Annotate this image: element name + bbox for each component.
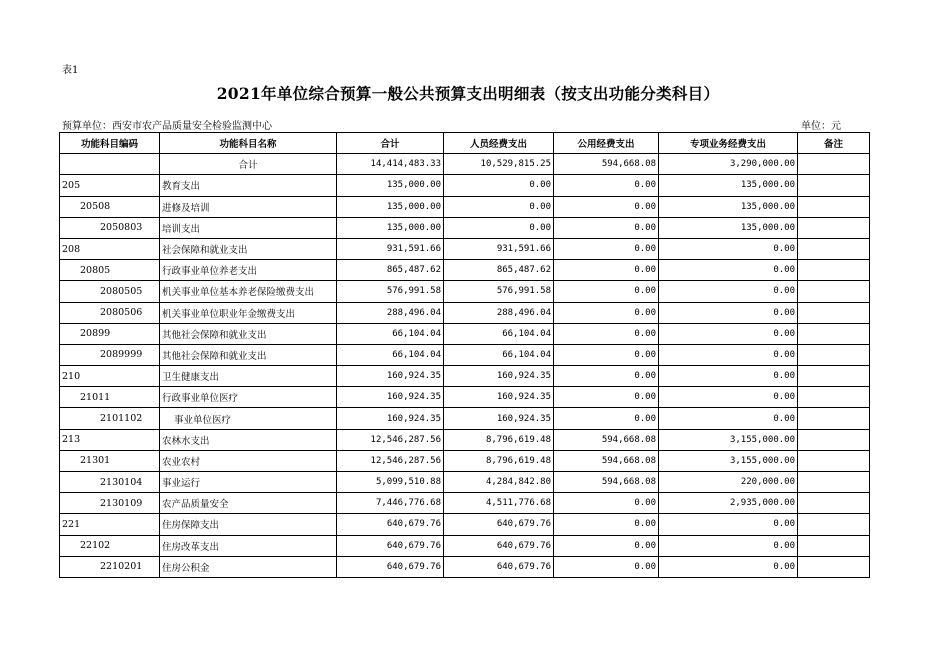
- name-cell: 进修及培训: [160, 196, 337, 217]
- public-cell: 0.00: [554, 344, 659, 365]
- name-cell: 培训支出: [160, 217, 337, 238]
- personnel-cell: 640,679.76: [444, 514, 554, 535]
- table-row: [60, 429, 870, 450]
- special-cell: 0.00: [659, 408, 798, 429]
- name-cell: 住房改革支出: [160, 535, 337, 556]
- special-cell: 0.00: [659, 387, 798, 408]
- personnel-cell: 66,104.04: [444, 323, 554, 344]
- personnel-cell: 865,487.62: [444, 260, 554, 281]
- total-cell: 7,446,776.68: [337, 493, 444, 514]
- special-cell: 0.00: [659, 323, 798, 344]
- table-row: [60, 196, 870, 217]
- public-cell: 594,668.08: [554, 429, 659, 450]
- table-row: [60, 366, 870, 387]
- special-cell: 0.00: [659, 514, 798, 535]
- budget-unit-label: 预算单位：西安市农产品质量安全检验监测中心: [62, 121, 272, 132]
- public-cell: 0.00: [554, 281, 659, 302]
- table-row: [60, 387, 870, 408]
- total-cell: 5,099,510.88: [337, 472, 444, 493]
- note-cell: [798, 196, 870, 217]
- personnel-cell: 160,924.35: [444, 366, 554, 387]
- public-cell: 594,668.08: [554, 450, 659, 471]
- name-cell: 机关事业单位基本养老保险缴费支出: [160, 281, 337, 302]
- name-cell: 农林水支出: [160, 429, 337, 450]
- name-cell: 农产品质量安全: [160, 493, 337, 514]
- code-cell: 2089999: [60, 344, 160, 365]
- total-cell: 160,924.35: [337, 366, 444, 387]
- special-cell: 135,000.00: [659, 217, 798, 238]
- table-row: [60, 556, 870, 577]
- total-cell: 865,487.62: [337, 260, 444, 281]
- table-row: [60, 302, 870, 323]
- code-cell: 2210201: [60, 556, 160, 577]
- code-cell: 21301: [60, 450, 160, 471]
- personnel-cell: 66,104.04: [444, 344, 554, 365]
- public-cell: 0.00: [554, 514, 659, 535]
- total-cell: 12,546,287.56: [337, 429, 444, 450]
- total-note-cell: [798, 154, 870, 175]
- special-cell: 0.00: [659, 556, 798, 577]
- personnel-cell: 4,284,842.80: [444, 472, 554, 493]
- public-cell: 0.00: [554, 217, 659, 238]
- header-special: 专项业务经费支出: [659, 133, 798, 154]
- table-total-row: [60, 154, 870, 175]
- public-cell: 0.00: [554, 196, 659, 217]
- table-row: [60, 238, 870, 259]
- special-cell: 0.00: [659, 302, 798, 323]
- table-row: [60, 175, 870, 196]
- expenditure-table: [59, 132, 870, 578]
- code-cell: 213: [60, 429, 160, 450]
- name-cell: 教育支出: [160, 175, 337, 196]
- note-cell: [798, 535, 870, 556]
- table-row: [60, 535, 870, 556]
- total-cell: 640,679.76: [337, 514, 444, 535]
- header-personnel: 人员经费支出: [444, 133, 554, 154]
- name-cell: 其他社会保障和就业支出: [160, 323, 337, 344]
- note-cell: [798, 450, 870, 471]
- public-cell: 0.00: [554, 302, 659, 323]
- personnel-cell: 931,591.66: [444, 238, 554, 259]
- personnel-cell: 640,679.76: [444, 556, 554, 577]
- personnel-cell: 0.00: [444, 217, 554, 238]
- total-cell: 66,104.04: [337, 323, 444, 344]
- public-cell: 0.00: [554, 387, 659, 408]
- special-cell: 3,155,000.00: [659, 450, 798, 471]
- table-header-row: [60, 133, 870, 154]
- personnel-cell: 160,924.35: [444, 408, 554, 429]
- special-cell: 0.00: [659, 366, 798, 387]
- note-cell: [798, 344, 870, 365]
- personnel-cell: 4,511,776.68: [444, 493, 554, 514]
- table-number-label: 表1: [62, 65, 79, 76]
- total-cell: 288,496.04: [337, 302, 444, 323]
- special-cell: 0.00: [659, 344, 798, 365]
- name-cell: 农业农村: [160, 450, 337, 471]
- special-cell: 220,000.00: [659, 472, 798, 493]
- special-cell: 0.00: [659, 281, 798, 302]
- currency-unit-label: 单位：元: [801, 121, 841, 132]
- code-cell: 2130109: [60, 493, 160, 514]
- total-cell: 135,000.00: [337, 175, 444, 196]
- total-name-cell: 合计: [160, 154, 337, 175]
- note-cell: [798, 514, 870, 535]
- header-name: 功能科目名称: [160, 133, 337, 154]
- name-cell: 事业单位医疗: [160, 408, 337, 429]
- name-cell: 社会保障和就业支出: [160, 238, 337, 259]
- table-row: [60, 260, 870, 281]
- table-row: [60, 281, 870, 302]
- public-cell: 594,668.08: [554, 472, 659, 493]
- note-cell: [798, 429, 870, 450]
- total-cell: 66,104.04: [337, 344, 444, 365]
- note-cell: [798, 238, 870, 259]
- name-cell: 行政事业单位医疗: [160, 387, 337, 408]
- note-cell: [798, 366, 870, 387]
- total-personnel-cell: 10,529,815.25: [444, 154, 554, 175]
- total-total-cell: 14,414,483.33: [337, 154, 444, 175]
- name-cell: 机关事业单位职业年金缴费支出: [160, 302, 337, 323]
- note-cell: [798, 493, 870, 514]
- table-row: [60, 217, 870, 238]
- table-row: [60, 408, 870, 429]
- page-title: 2021年单位综合预算一般公共预算支出明细表（按支出功能分类科目）: [216, 84, 720, 103]
- personnel-cell: 640,679.76: [444, 535, 554, 556]
- personnel-cell: 576,991.58: [444, 281, 554, 302]
- personnel-cell: 288,496.04: [444, 302, 554, 323]
- table-row: [60, 323, 870, 344]
- total-cell: 640,679.76: [337, 535, 444, 556]
- table-row: [60, 450, 870, 471]
- public-cell: 0.00: [554, 366, 659, 387]
- special-cell: 3,155,000.00: [659, 429, 798, 450]
- special-cell: 0.00: [659, 260, 798, 281]
- code-cell: 208: [60, 238, 160, 259]
- special-cell: 0.00: [659, 238, 798, 259]
- code-cell: 210: [60, 366, 160, 387]
- personnel-cell: 160,924.35: [444, 387, 554, 408]
- special-cell: 2,935,000.00: [659, 493, 798, 514]
- personnel-cell: 0.00: [444, 175, 554, 196]
- special-cell: 135,000.00: [659, 196, 798, 217]
- code-cell: 22102: [60, 535, 160, 556]
- public-cell: 0.00: [554, 408, 659, 429]
- name-cell: 住房保障支出: [160, 514, 337, 535]
- table-row: [60, 344, 870, 365]
- code-cell: 21011: [60, 387, 160, 408]
- personnel-cell: 8,796,619.48: [444, 450, 554, 471]
- total-code-cell: [60, 154, 160, 175]
- header-total: 合计: [337, 133, 444, 154]
- public-cell: 0.00: [554, 535, 659, 556]
- public-cell: 0.00: [554, 175, 659, 196]
- public-cell: 0.00: [554, 556, 659, 577]
- code-cell: 205: [60, 175, 160, 196]
- name-cell: 住房公积金: [160, 556, 337, 577]
- total-special-cell: 3,290,000.00: [659, 154, 798, 175]
- personnel-cell: 0.00: [444, 196, 554, 217]
- code-cell: 2080506: [60, 302, 160, 323]
- total-cell: 135,000.00: [337, 196, 444, 217]
- total-public-cell: 594,668.08: [554, 154, 659, 175]
- name-cell: 行政事业单位养老支出: [160, 260, 337, 281]
- total-cell: 931,591.66: [337, 238, 444, 259]
- total-cell: 160,924.35: [337, 408, 444, 429]
- code-cell: 20805: [60, 260, 160, 281]
- note-cell: [798, 472, 870, 493]
- note-cell: [798, 175, 870, 196]
- code-cell: 2130104: [60, 472, 160, 493]
- code-cell: 221: [60, 514, 160, 535]
- header-code: 功能科目编码: [60, 133, 160, 154]
- table-row: [60, 514, 870, 535]
- total-cell: 160,924.35: [337, 387, 444, 408]
- note-cell: [798, 556, 870, 577]
- public-cell: 0.00: [554, 260, 659, 281]
- note-cell: [798, 260, 870, 281]
- personnel-cell: 8,796,619.48: [444, 429, 554, 450]
- public-cell: 0.00: [554, 493, 659, 514]
- name-cell: 卫生健康支出: [160, 366, 337, 387]
- total-cell: 576,991.58: [337, 281, 444, 302]
- name-cell: 事业运行: [160, 472, 337, 493]
- code-cell: 2101102: [60, 408, 160, 429]
- special-cell: 0.00: [659, 535, 798, 556]
- note-cell: [798, 323, 870, 344]
- total-cell: 135,000.00: [337, 217, 444, 238]
- header-note: 备注: [798, 133, 870, 154]
- note-cell: [798, 281, 870, 302]
- table-row: [60, 472, 870, 493]
- total-cell: 640,679.76: [337, 556, 444, 577]
- table-row: [60, 493, 870, 514]
- note-cell: [798, 302, 870, 323]
- code-cell: 20508: [60, 196, 160, 217]
- code-cell: 20899: [60, 323, 160, 344]
- name-cell: 其他社会保障和就业支出: [160, 344, 337, 365]
- special-cell: 135,000.00: [659, 175, 798, 196]
- note-cell: [798, 387, 870, 408]
- code-cell: 2050803: [60, 217, 160, 238]
- public-cell: 0.00: [554, 323, 659, 344]
- total-cell: 12,546,287.56: [337, 450, 444, 471]
- note-cell: [798, 408, 870, 429]
- code-cell: 2080505: [60, 281, 160, 302]
- public-cell: 0.00: [554, 238, 659, 259]
- header-public: 公用经费支出: [554, 133, 659, 154]
- note-cell: [798, 217, 870, 238]
